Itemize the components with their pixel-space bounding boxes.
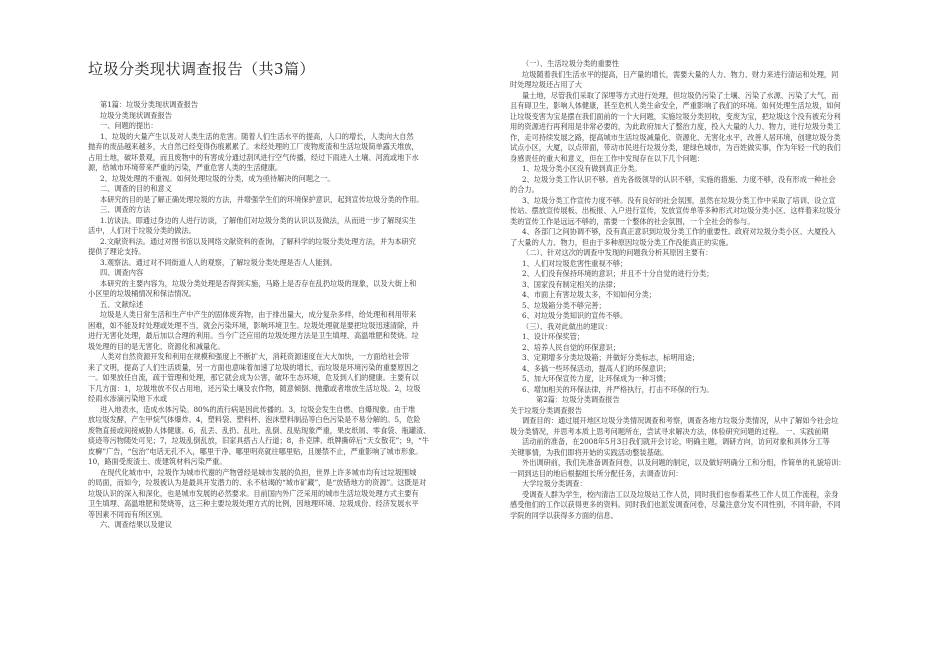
- text-line: 三、调查的方法: [100, 205, 151, 214]
- text-line: 六、调查结果以及建议: [100, 520, 172, 529]
- text-line: 垃圾分类现状调查报告: [100, 110, 172, 120]
- text-line: 类的宣传工作是远远不够的，需要一个整体的社会氛围，一个全社会的参与。: [510, 216, 755, 226]
- right-column-text: [510, 59, 885, 521]
- text-line: 学院的同学以获得多方面的信息。: [510, 510, 618, 520]
- text-line: 2、人们没有保持环境的意识；并且不十分自觉的进行分类；: [522, 269, 714, 278]
- text-line: 1.访谈法。即通过身边的人进行访谈，了解他们对垃圾分类的认识以及做法，从而进一步了解现实生: [100, 215, 416, 225]
- text-line: 垃圾随着我们生活水平的提高，日产量的增长，需要大量的人力、物力、财力来进行清运和处理，同: [522, 69, 839, 79]
- text-line: 本研究的目的是了解正确处理垃圾的方法，并增强学生们的环境保护意识，起到宣传垃圾分类的作用。: [100, 194, 424, 204]
- text-line: 关于垃圾分类调查报告: [510, 405, 582, 415]
- text-line: 一同到达目的地后根据组长所分配任务，去调查访问：: [510, 468, 683, 478]
- text-line: 调查目的：通过展开地区垃圾分类情况调查和考察，调查各地方垃圾分类情况，从中了解如今社会垃: [522, 416, 839, 425]
- text-line: 活动前的准备，在2008年5月3日我们就开会讨论，明确主题，调研方向，访问对象和具体分工等: [522, 437, 830, 446]
- text-line: 在现代化城市中，垃圾作为城市代谢的产物曾经是城市发展的负担，世界上许多城市均有过垃圾围城: [100, 467, 417, 477]
- text-line: 5、垃圾箱分类不够完善；: [522, 300, 606, 310]
- text-line: （三）、我对此做出的建议：: [522, 321, 612, 331]
- text-line: 试点小区，大厦，以点带面，带动市民进行垃圾分类，建绿色城市，为百姓做实事，作为年轻一代的我们: [510, 143, 841, 152]
- text-line: 四、调查内容: [100, 268, 144, 277]
- text-line: 量土地，尽管我们采取了深埋等方式进行处理，但垃圾仍污染了土壤、污染了水源、污染了大气，而: [522, 90, 839, 100]
- text-line: 1、设计环保奖管；: [522, 332, 585, 341]
- text-line: 占用土地，破坏景观，而且废物中的有害成分通过刮风进行空气传播，经过下雨进入土壤、河流或地下水: [88, 152, 419, 162]
- text-line: 让垃圾变害为宝是摆在我们面前的一个大问题，实施垃圾分类回收，变废为宝，把垃圾这个没有被充分利: [510, 111, 841, 121]
- text-line: 放垃圾发酵，产生甲烷气体爆炸。4，塑料袋、塑料杯、泡沫塑料制品等白色污染是不易分解的。5，危险: [88, 415, 421, 424]
- text-line: 传站、摆放宣传展板、出板报、入户进行宣传，发放宣传单等多种形式对垃圾分类小区、这样着来垃圾分: [510, 206, 841, 215]
- text-line: 一。如果放任自流，疏于管理和处理，那它就会成为公害，破坏生态环境，危及到人们的健康。主要有以: [88, 373, 419, 382]
- text-line: 身感责任的重大和意义，但在工作中发现存在以下几个问题：: [510, 153, 705, 163]
- text-line: 小区里的垃圾桶情况和保洁情况。: [88, 289, 196, 298]
- text-line: 圾处理的目的是无害化、资源化和减量化。: [88, 341, 225, 351]
- text-line: 皮癣”广告，“包治”电话无孔不入，哪里干净、哪里明亮就往哪里贴，且屡禁不止，严重影响了城市形象。: [88, 446, 423, 456]
- text-line: 大学垃圾分类调查：: [522, 479, 587, 488]
- text-line: 人类对自然资源开发和利用在规模和强度上不断扩大，消耗资源速度在大大加快，一方面给社会带: [100, 352, 410, 361]
- text-line: 痰迹等污物随处可见；7，垃圾乱倒乱放，旧家具搭占人行道；8，扑克牌、纸牌撕碎后“天女散花”；9，“牛: [88, 436, 429, 445]
- text-line: 受调查人群为学生，校内清洁工以及垃圾站工作人员，同时我们也参看某些工作人员工作流程，亲身: [522, 489, 839, 499]
- text-line: 2、垃圾分类工作认识不够。首先各级领导的认识不够，实施的措施、力度不够，没有形成一种社会: [522, 174, 836, 184]
- text-line: 时处理垃圾还占用了大: [510, 80, 582, 89]
- text-line: 6、增加相关的环保法律，并严格执行，打击不环保的行为。: [522, 384, 714, 394]
- text-line: 困难，如不能及时处理或处理不当，就会污染环境，影响环境卫生。垃圾处理就是要把垃圾迅速清除，并: [88, 320, 419, 330]
- text-line: 1、垃圾分类小区没有做到真正分类。: [522, 164, 642, 173]
- left-column-text: [88, 100, 460, 531]
- text-line: 一、问题的提出：: [100, 121, 158, 130]
- text-line: 感受他们的工作以获得更多的资料。同时我们也派发调查问卷，尽量注意分发不同性别，不同年龄，不同: [510, 500, 841, 509]
- text-line: 进行无害化处理，最后加以合理的利用。当今广泛应用的垃圾处理方法是卫生填埋、高温堆肥和焚烧。垃: [88, 331, 419, 340]
- text-line: 关键事情，为我们即将开始的实践活动整装基础。: [510, 447, 669, 457]
- text-line: 下几方面：1，垃圾堆放不仅占用地，还污染土壤及农作物，随意倾倒、抛撒或者堆放生活垃圾。2，垃圾: [88, 383, 421, 393]
- text-line: 进入地表水，造成水体污染。80%的流行病是因此传播的。3，垃圾会发生自燃、自爆现象。由于堆: [100, 404, 416, 414]
- text-line: 外出调研前，我们先准备调查问卷，以及问题的制定，以及做好明确分工和分组，作简单的礼貌培训：: [522, 458, 846, 467]
- text-line: 来了文明，提高了人们生活质量，另一方面也意味着加速了垃圾的增长，而垃圾是环境污染的重要原因之: [88, 362, 419, 372]
- text-line: 4、多搞一些环保活动，提高人们的环保意识；: [522, 363, 671, 373]
- text-line: 3、垃圾分类工作宣传力度不够。没有良好的社会氛围，虽然在垃圾分类工作中采取了培训、设立宣: [522, 195, 836, 205]
- text-line: 2、垃圾处理的不重视。如何处理垃圾的分类，成为亟待解决的问题之一。: [100, 173, 335, 183]
- text-line: 用的资源进行再利用是非常必要的，为此政府加大了整治力度，投入大量的人力、物力，进行垃圾分类工: [510, 122, 841, 131]
- text-line: 6、对垃圾分类知识的宣传不够。: [522, 311, 628, 320]
- text-line: 2、培养人民自觉的环保意识；: [522, 342, 621, 352]
- text-line: 4、市面上有害垃圾太多，不知如何分类；: [522, 290, 656, 299]
- text-line: 五、文献综述: [100, 299, 144, 309]
- text-line: 第1篇：垃圾分类现状调查报告: [100, 100, 199, 109]
- text-line: 提供了理论支持。: [88, 247, 146, 256]
- document-title: 垃圾分类现状调查报告（共3篇）: [88, 60, 316, 78]
- text-line: 作，走可持续发展之路，提高城市生活垃圾减量化、资源化、无害化水平，改善人居环境，创建垃圾分类: [510, 132, 841, 142]
- text-line: 3、国家没有制定相关的法律；: [522, 279, 621, 289]
- text-line: 圾分类情况，并思考本质上思考问题所在，尝试寻求解决方法，体验研究问题的过程。 一、实践前期: [510, 426, 829, 436]
- text-line: 源，给城市环境带来严重的污染，严重危害人类的生活健康。: [88, 163, 283, 172]
- text-line: 3、定期增多分类垃圾箱；并做好分类标志，标明用途；: [522, 353, 700, 362]
- text-line: 卫生填埋、高温堆肥和焚烧等，这三种主要垃圾处理方式的比例，因地理环境、垃圾成份、经济发展水平: [88, 499, 419, 508]
- text-line: 10，路面受废渣土、废建筑材料污染严重。: [88, 457, 227, 466]
- text-line: 等因素不同而有所区别。: [88, 509, 168, 519]
- text-line: 了大量的人力、物力，但由于多种原因垃圾分类工作没能真正的实施。: [510, 237, 733, 247]
- text-line: 5、加大环保宣传力度，让环保成为一种习惯；: [522, 374, 671, 383]
- text-line: 废物直接或间接威胁人体健康。6，乱丢、乱扔、乱吐、乱倒、乱贴现象严重，果皮纸屑、零食袋、瓶罐渣、: [88, 425, 431, 435]
- text-line: （一）、生活垃圾分类的重要性: [522, 59, 620, 68]
- text-line: 的局面，而如今，垃圾被认为是最具开发潜力的、永不枯竭的“城市矿藏”，是“放错地方的资源”。这既是对: [88, 478, 427, 487]
- text-line: 4、各部门之间协调不够，没有真正意识到垃圾分类工作的重要性。政府对垃圾分类小区、大厦投入: [522, 227, 836, 236]
- text-line: 活中，人们对于垃圾分类的做法。: [88, 226, 196, 235]
- text-line: 二、调查的目的和意义: [100, 184, 172, 193]
- text-line: 3.观察法。通过对不同街道人人的观察，了解垃圾分类处理是否人人能到。: [100, 257, 337, 267]
- text-line: 且有碍卫生，影响人体健康，甚至危机人类生命安全，严重影响了我们的环境。如何处理生活垃圾，如何: [510, 101, 841, 110]
- text-line: 1、人们对垃圾危害性重视不够；: [522, 258, 628, 268]
- text-line: 抛弃的废品越来越多，大自然已经变得伤痕累累了。未经处理的工厂废物废渣和生活垃圾简单露天堆放，: [88, 142, 419, 151]
- text-line: 本研究的主要内容为，垃圾分类处理是否得到实施，马路上是否存在乱扔垃圾的现象，以及大街上和: [100, 278, 417, 288]
- text-line: （二）、针对这次的调查中发现的问题我分析其原因主要有：: [522, 248, 713, 257]
- text-line: 经雨水渗滴污染地下水或: [88, 394, 168, 403]
- text-line: 垃圾认识的深入和深化，也是城市发展的必然要求。目前国内外广泛采用的城市生活垃圾处理方式主要有: [88, 488, 419, 498]
- text-line: 2.文献资料法。通过对图书馆以及网络文献资料的查询，了解科学的垃圾分类处理方法，并为本研究: [100, 236, 416, 246]
- text-line: 垃圾是人类日常生活和生产中产生的固体废弃物，由于排出量大，成分复杂多样，给处理和利用带来: [100, 310, 417, 319]
- text-line: 1、垃圾的大量产生以及对人类生活的危害。随着人们生活水平的提高，人口的增长，人类向大自然: [100, 131, 414, 141]
- text-line: 第2篇：垃圾分类调查报告: [536, 395, 620, 404]
- text-line: 的合力。: [510, 185, 539, 194]
